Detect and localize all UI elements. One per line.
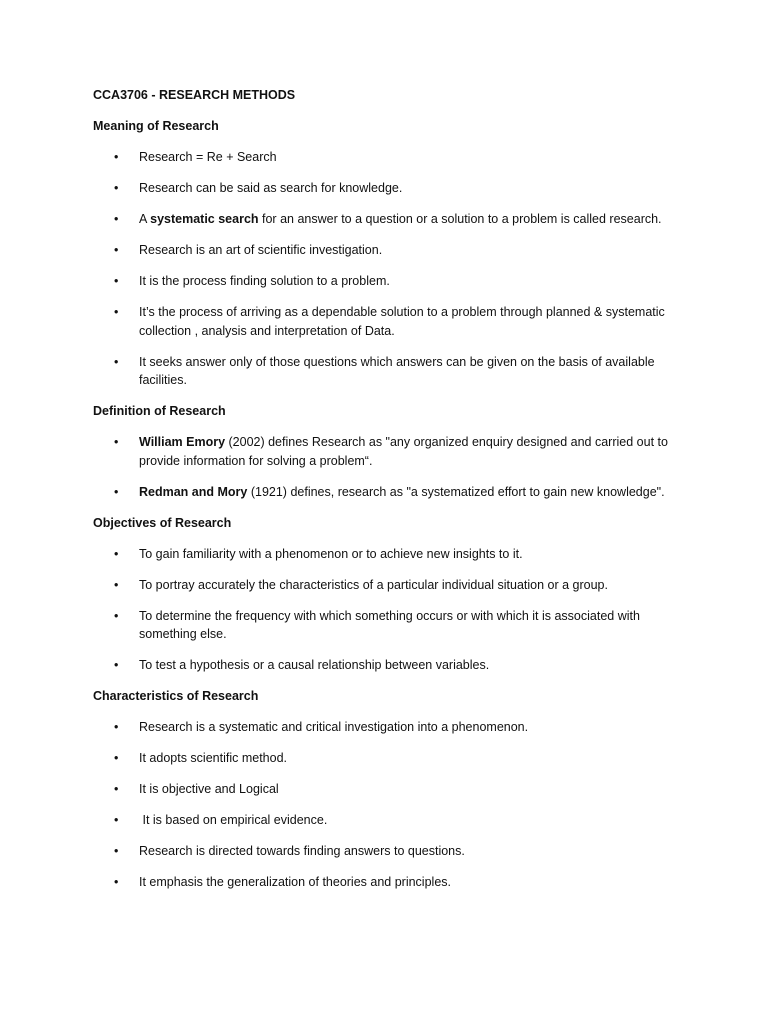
heading-definition-of-research: Definition of Research: [93, 404, 226, 418]
bullet-icon: •: [114, 658, 119, 672]
bullet-icon: •: [114, 305, 119, 319]
bullet-icon: •: [114, 435, 119, 449]
objectives-list: [93, 545, 683, 675]
bullet-icon: •: [114, 751, 119, 765]
bullet-icon: •: [114, 274, 119, 288]
bullet-icon: •: [114, 212, 119, 226]
heading-objectives-of-research: Objectives of Research: [93, 515, 232, 530]
list-item: • Research is directed towards finding answers to questions.: [93, 842, 683, 861]
bullet-icon: •: [114, 608, 119, 623]
bullet-icon: •: [114, 243, 119, 257]
bullet-icon: •: [114, 354, 119, 369]
heading-meaning-of-research: Meaning of Research: [93, 119, 219, 133]
bullet-icon: •: [114, 782, 119, 796]
list-item: • It seeks answer only of those questions which answers can be given on the basis of available facilities.: [114, 354, 655, 387]
list-item: • To test a hypothesis or a causal relationship between variables.: [93, 656, 683, 675]
list-item: • It emphasis the generalization of theories and principles.: [93, 873, 683, 892]
bullet-icon: •: [114, 844, 119, 858]
characteristics-list: [93, 718, 683, 892]
list-item: • It’s the process of arriving as a dependable solution to a problem through planned & systematic collection , analysis and interpretation of Data.: [114, 305, 665, 338]
list-item: • William Emory (2002) defines Research as "any organized enquiry designed and carried out to provide information for solving a problem“.: [114, 435, 668, 468]
list-item: • To gain familiarity with a phenomenon or to achieve new insights to it.: [93, 545, 683, 564]
list-item: • It adopts scientific method.: [93, 749, 683, 768]
bullet-icon: •: [114, 813, 119, 827]
definition-list: [93, 433, 683, 501]
list-item: • It is objective and Logical: [93, 780, 683, 799]
bold-term: systematic search: [150, 212, 259, 226]
list-item: • It is the process finding solution to a problem.: [93, 272, 683, 291]
bullet-icon: •: [114, 875, 119, 889]
bullet-icon: •: [114, 150, 119, 164]
list-item: • Research can be said as search for knowledge.: [93, 179, 683, 198]
list-item: • A systematic search for an answer to a question or a solution to a problem is called research.: [93, 210, 683, 229]
bullet-icon: •: [114, 577, 119, 592]
list-item: • To determine the frequency with which something occurs or with which it is associated with something else.: [114, 608, 640, 641]
bullet-icon: •: [114, 546, 119, 561]
bullet-icon: •: [114, 720, 119, 734]
list-item: • To portray accurately the characteristics of a particular individual situation or a group.: [93, 576, 683, 595]
author-name: Redman and Mory: [139, 484, 248, 499]
list-item: • It is based on empirical evidence.: [93, 811, 683, 830]
document-title: CCA3706 - RESEARCH METHODS: [93, 88, 296, 102]
list-item: • Research is a systematic and critical investigation into a phenomenon.: [93, 718, 683, 737]
heading-characteristics-of-research: Characteristics of Research: [93, 689, 259, 703]
bullet-icon: •: [114, 484, 119, 499]
list-item: • Redman and Mory (1921) defines, research as "a systematized effort to gain new knowledge".: [93, 483, 683, 502]
meaning-list: [93, 148, 683, 390]
document-page: [93, 86, 683, 904]
list-item: • Research = Re + Search: [93, 148, 683, 167]
author-name: William Emory: [139, 435, 226, 449]
bullet-icon: •: [114, 181, 119, 195]
list-item: • Research is an art of scientific investigation.: [93, 241, 683, 260]
